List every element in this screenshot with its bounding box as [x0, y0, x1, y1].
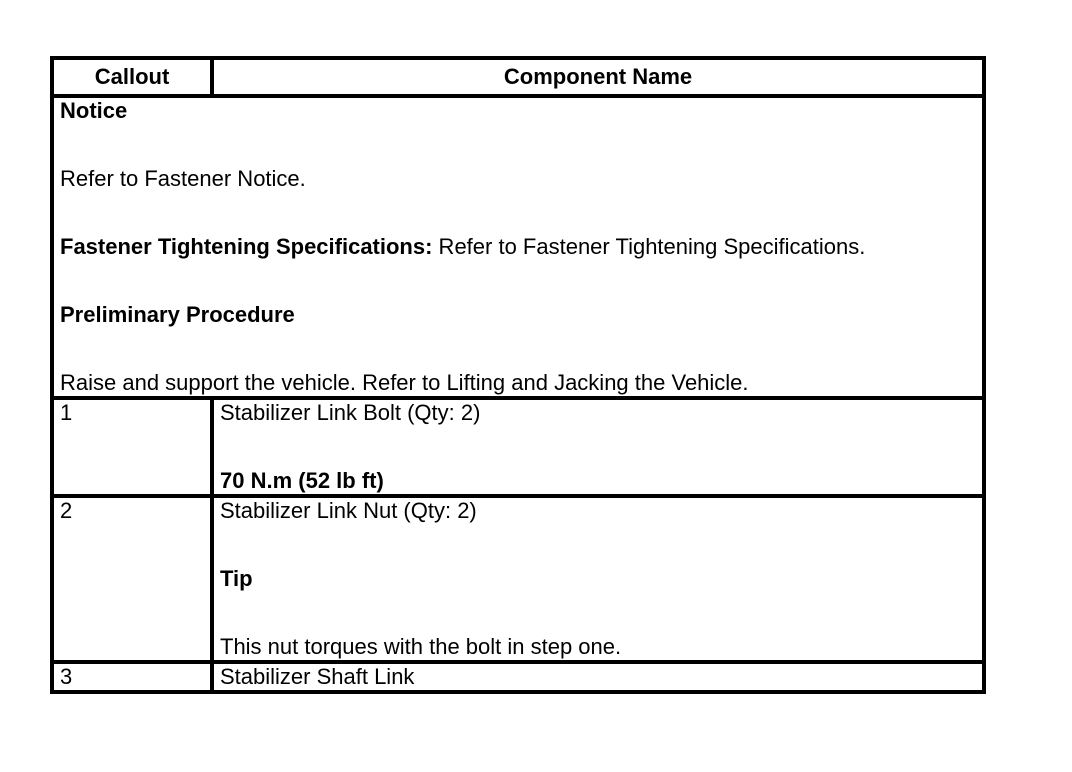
notice-cell [52, 96, 984, 398]
preliminary-procedure-heading: Preliminary Procedure [60, 302, 295, 327]
component-name: Stabilizer Link Nut (Qty: 2) [220, 498, 477, 523]
component-name-header: Component Name [212, 58, 984, 96]
notice-text: Refer to Fastener Notice. [60, 166, 306, 191]
notice-row [52, 96, 984, 398]
callout-header: Callout [52, 58, 212, 96]
component-name: Stabilizer Shaft Link [212, 662, 984, 692]
callout-number: 3 [52, 662, 212, 692]
preliminary-procedure-text: Raise and support the vehicle. Refer to Lifting and Jacking the Vehicle. [60, 370, 749, 395]
notice-heading: Notice [60, 98, 128, 123]
component-name: Stabilizer Link Bolt (Qty: 2) [220, 400, 481, 425]
fastener-spec-text: Refer to Fastener Tightening Specifications. [432, 234, 866, 259]
tip-heading: Tip [220, 566, 253, 591]
tip-text: This nut torques with the bolt in step one. [220, 634, 622, 659]
fastener-spec-label: Fastener Tightening Specifications: [60, 234, 433, 259]
callout-number: 2 [52, 496, 212, 662]
callout-number: 1 [52, 398, 212, 496]
component-cell [212, 398, 984, 496]
component-table [50, 56, 986, 694]
torque-spec: 70 N.m (52 lb ft) [220, 468, 384, 493]
component-cell [212, 496, 984, 662]
table-row [52, 398, 984, 496]
table-row [52, 496, 984, 662]
table-row [52, 662, 984, 692]
fastener-spec-line [60, 234, 976, 260]
header-row [52, 58, 984, 96]
